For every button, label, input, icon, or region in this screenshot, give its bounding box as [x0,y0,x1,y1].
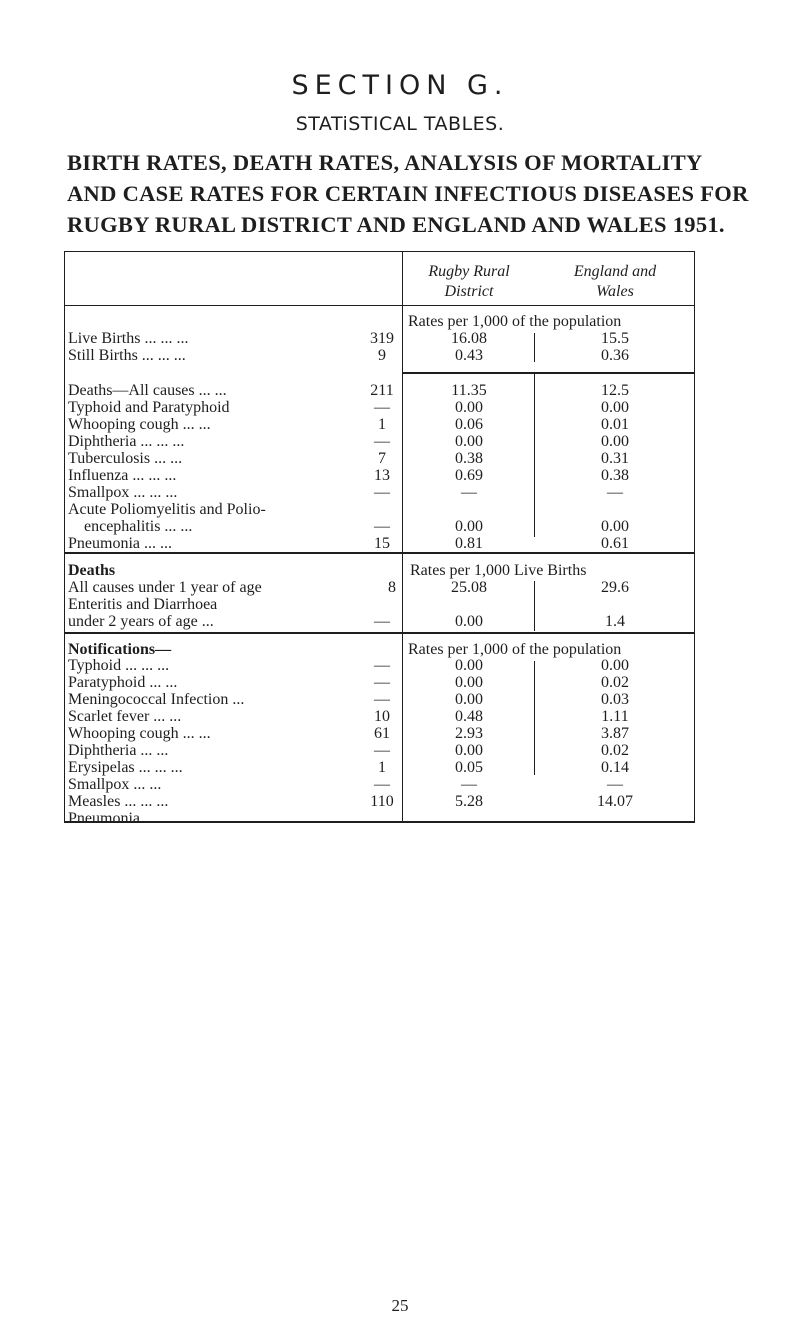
row-rugby-rate: 0.00 [455,674,483,691]
row-count: — [374,433,390,450]
notifications-sub-divider [534,661,535,775]
england-column-header-line-2: Wales [596,283,634,300]
infant-deaths-sub-divider [534,581,535,631]
births-section-border [402,372,694,374]
row-england-rate: 14.07 [597,793,633,810]
row-label: Still Births ... ... ... [68,347,186,364]
row-rugby-rate: 16.08 [451,330,487,347]
row-england-rate: — [607,776,623,793]
document-title-line-1: BIRTH RATES, DEATH RATES, ANALYSIS OF MORTALITY [67,150,703,175]
row-label: Smallpox ... ... ... [68,484,178,501]
row-england-rate: 3.87 [601,725,629,742]
row-count: 319 [370,330,394,347]
row-rugby-rate: 0.00 [455,657,483,674]
row-label: Diphtheria ... ... [68,742,169,759]
row-rugby-rate: — [461,776,477,793]
row-england-rate: 29.6 [601,579,629,596]
row-label: Measles ... ... ... [68,793,169,810]
row-count: — [374,691,390,708]
subsection-heading: STATiSTICAL TABLES. [295,113,505,135]
table-left-border [64,251,65,822]
row-label: Whooping cough ... ... [68,416,211,433]
page-number: 25 [391,1296,409,1315]
row-england-rate: 1.11 [601,708,629,725]
row-england-rate: 15.5 [601,330,629,347]
row-count: — [374,484,390,501]
row-count: 8 [388,579,396,596]
row-count: — [374,742,390,759]
section-heading: SECTION G. [291,70,509,101]
row-count: — [374,776,390,793]
row-england-rate: — [607,484,623,501]
infant-deaths-heading: Deaths [68,562,116,579]
row-count: 7 [378,450,386,467]
row-rugby-rate: 0.05 [455,759,483,776]
row-rugby-rate: 25.08 [451,579,487,596]
row-england-rate: 0.01 [601,416,629,433]
row-count: — [374,518,390,535]
row-england-rate: 0.00 [601,433,629,450]
births-rate-caption: Rates per 1,000 of the population [408,313,622,330]
row-rugby-rate: — [461,484,477,501]
row-label: Pneumonia ... ... [68,810,172,827]
deaths-section-border [64,552,695,554]
row-count: — [374,399,390,416]
row-label: Tuberculosis ... ... [68,450,183,467]
header-bottom-border [64,305,695,306]
row-label: Typhoid ... ... ... [68,657,170,674]
rugby-column-header-line-2: District [444,283,494,300]
row-label: encephalitis ... ... [84,518,193,535]
infant-deaths-section-border [64,632,695,634]
row-label: Deaths—All causes ... ... [68,382,227,399]
row-count: — [374,613,390,630]
row-label: All causes under 1 year of age [68,579,262,596]
row-rugby-rate: 0.00 [455,518,483,535]
row-rugby-rate: 2.93 [455,725,483,742]
row-label: Whooping cough ... ... [68,725,211,742]
row-england-rate: 0.14 [601,759,629,776]
row-label: Pneumonia ... ... [68,535,172,552]
row-rugby-rate: 0.48 [455,708,483,725]
row-england-rate: 0.00 [601,518,629,535]
row-count: — [374,674,390,691]
row-count: 110 [370,793,394,810]
row-label: Meningococcal Infection ... [68,691,245,708]
row-count: 211 [370,382,394,399]
row-label: Paratyphoid ... ... [68,674,178,691]
row-label: Enteritis and Diarrhoea [68,596,218,613]
row-england-rate: 0.03 [601,691,629,708]
row-label: Typhoid and Paratyphoid [68,399,230,416]
row-england-rate: 0.38 [601,467,629,484]
notifications-rate-caption: Rates per 1,000 of the population [408,641,622,658]
row-count: 61 [374,725,390,742]
row-rugby-rate: 0.00 [455,613,483,630]
row-label: Erysipelas ... ... ... [68,759,183,776]
row-rugby-rate: 0.00 [455,742,483,759]
row-label: Influenza ... ... ... [68,467,177,484]
row-rugby-rate: 11.35 [451,382,487,399]
document-title-line-3: RUGBY RURAL DISTRICT AND ENGLAND AND WALES 1951. [67,212,725,237]
row-count: 1 [378,416,386,433]
deaths-sub-divider [534,374,535,537]
row-rugby-rate: 0.00 [455,691,483,708]
row-label: Acute Poliomyelitis and Polio- [68,501,266,518]
row-rugby-rate: 0.00 [455,433,483,450]
births-sub-divider [534,333,535,362]
england-column-header-line-1: England and [573,263,657,280]
document-title-line-2: AND CASE RATES FOR CERTAIN INFECTIOUS DISEASES FOR [67,181,749,206]
notifications-heading: Notifications— [68,641,172,658]
row-rugby-rate: 0.43 [455,347,483,364]
row-england-rate: 12.5 [601,382,629,399]
row-england-rate: 0.00 [601,657,629,674]
row-england-rate: 0.00 [601,399,629,416]
row-england-rate: 0.31 [601,450,629,467]
row-count: 15 [374,535,390,552]
row-england-rate: 0.02 [601,674,629,691]
row-rugby-rate: 5.28 [455,793,483,810]
row-count: 9 [378,347,386,364]
row-count: 10 [374,708,390,725]
row-rugby-rate: 0.00 [455,399,483,416]
table-right-border [694,251,695,822]
row-label: Smallpox ... ... [68,776,162,793]
row-count: 13 [374,467,390,484]
rugby-column-header-line-1: Rugby Rural [428,263,510,280]
row-label: under 2 years of age ... [68,613,214,630]
row-label: Diphtheria ... ... ... [68,433,185,450]
row-england-rate: 0.36 [601,347,629,364]
row-england-rate: 0.61 [601,535,629,552]
row-label: Scarlet fever ... ... [68,708,182,725]
row-england-rate: 0.02 [601,742,629,759]
row-rugby-rate: 0.38 [455,450,483,467]
row-label: Live Births ... ... ... [68,330,189,347]
row-rugby-rate: 0.69 [455,467,483,484]
row-england-rate: 1.4 [605,613,625,630]
row-rugby-rate: 0.06 [455,416,483,433]
row-count: — [374,657,390,674]
table-top-border [64,251,695,252]
row-rugby-rate: 0.81 [455,535,483,552]
row-count: 1 [378,759,386,776]
infant-deaths-rate-caption: Rates per 1,000 Live Births [410,562,587,579]
